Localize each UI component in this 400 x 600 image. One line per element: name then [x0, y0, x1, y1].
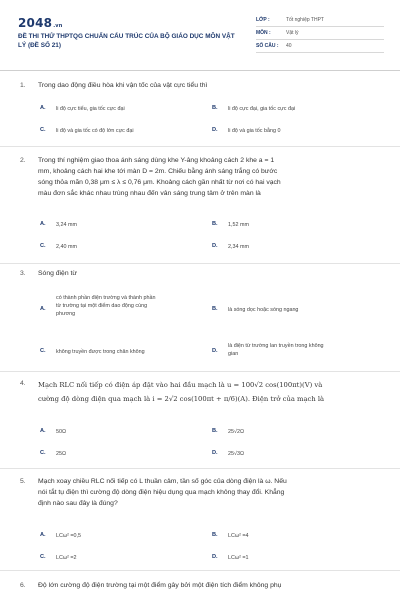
meta-value: Vật lý [286, 30, 299, 36]
option-a-text[interactable] [56, 294, 206, 318]
option-line: phương [56, 311, 76, 317]
question-number: 4. [20, 380, 26, 387]
meta-value: Tốt nghiệp THPT [286, 17, 324, 23]
meta-key: LỚP : [256, 17, 270, 23]
option-letter: B. [212, 306, 218, 312]
question-line: mm, khoảng cách hai khe tới màn D = 2m. Chiếu bằng ánh sáng trắng có bước [38, 168, 278, 175]
logo-sub: .vn [53, 23, 63, 29]
option-c-text[interactable]: không truyền được trong chân không [56, 349, 145, 355]
option-letter: C. [40, 450, 46, 456]
option-d-text[interactable]: 25√3Ω [228, 451, 244, 457]
option-letter: C. [40, 348, 46, 354]
option-b-text[interactable]: li độ cực đại, gia tốc cực đại [228, 106, 296, 112]
option-letter: D. [212, 127, 218, 133]
option-letter: A. [40, 221, 46, 227]
option-letter: B. [212, 105, 218, 111]
meta-row-class [256, 14, 384, 27]
question-text [38, 378, 384, 406]
question-line: màu đơn sắc khác nhau trùng nhau đến vân sáng trung tâm ở trên màn là [38, 190, 261, 197]
option-letter: C. [40, 127, 46, 133]
option-c-text[interactable]: 2,40 mm [56, 244, 77, 250]
meta-value: 40 [286, 43, 292, 49]
question-separator [0, 468, 400, 469]
option-letter: C. [40, 243, 46, 249]
option-line: có thành phần điện trường và thành phần [56, 295, 156, 301]
exam-meta [256, 14, 384, 53]
question-number: 1. [20, 82, 26, 89]
logo-main: 2048 [18, 16, 53, 30]
option-d-text[interactable] [228, 342, 378, 358]
question-text: Sóng điện từ [38, 270, 77, 277]
header-divider [0, 70, 400, 71]
option-letter: D. [212, 243, 218, 249]
question-line: Trong thí nghiệm giao thoa ánh sáng dùng khe Y-âng khoảng cách 2 khe a = 1 [38, 157, 275, 164]
option-a-text[interactable]: 50Ω [56, 429, 67, 435]
option-c-text[interactable]: 25Ω [56, 451, 67, 457]
option-d-text[interactable]: li độ và gia tốc bằng 0 [228, 128, 281, 134]
exam-header [18, 12, 384, 64]
question-line: định nào sau đây là đúng? [38, 500, 118, 507]
question-separator [0, 570, 400, 571]
option-c-text[interactable]: LCω² =2 [56, 555, 77, 561]
question-text [38, 476, 384, 509]
option-line: gian [228, 351, 239, 357]
option-a-text[interactable]: li độ cực tiểu, gia tốc cực đại [56, 106, 125, 112]
option-line: từ trường tại một điểm dao động cùng [56, 303, 148, 309]
option-letter: A. [40, 306, 46, 312]
question-line: nói tắt tụ điện thì cường độ dòng điện hiệu dụng qua mạch không thay đổi. Khẳng [38, 489, 285, 496]
option-letter: D. [212, 450, 218, 456]
meta-row-subject [256, 27, 384, 40]
question-text: Trong dao động điều hòa khi vận tốc của vật cực tiểu thì [38, 82, 208, 89]
question-6 [0, 580, 400, 600]
option-b-text[interactable]: 1,52 mm [228, 222, 249, 228]
option-letter: B. [212, 532, 218, 538]
option-letter: B. [212, 221, 218, 227]
option-b-text[interactable]: LCω² =4 [228, 533, 249, 539]
question-3 [0, 268, 400, 373]
option-b-text[interactable]: là sóng dọc hoặc sóng ngang [228, 307, 299, 313]
question-line: Mạch RLC nối tiếp có điện áp đặt vào hai đầu mạch là u = 100√2 cos(100πt)(V) và [38, 381, 323, 389]
question-separator [0, 263, 400, 264]
question-number: 2. [20, 157, 26, 164]
option-a-text[interactable]: LCω² =0,5 [56, 533, 82, 539]
option-c-text[interactable]: li độ và gia tốc có độ lớn cực đại [56, 128, 134, 134]
question-2 [0, 155, 400, 265]
option-letter: A. [40, 105, 46, 111]
question-separator [0, 371, 400, 372]
option-a-text[interactable]: 3,24 mm [56, 222, 77, 228]
question-separator [0, 146, 400, 147]
question-text: Độ lớn cường độ điện trường tại một điểm gây bởi một điện tích điểm không phụ [38, 582, 282, 589]
question-line: Mạch xoay chiều RLC nối tiếp có L thuần cảm, tần số góc của dòng điện là ω. Nếu [38, 478, 287, 485]
option-d-text[interactable]: LCω² =1 [228, 555, 249, 561]
meta-row-count [256, 40, 384, 53]
exam-title: ĐỀ THI THỬ THPTQG CHUẨN CẤU TRÚC CỦA BỘ GIÁO DỤC MÔN VẬT LÝ (ĐỀ SỐ 21) [18, 33, 235, 49]
option-letter: C. [40, 554, 46, 560]
option-d-text[interactable]: 2,34 mm [228, 244, 249, 250]
option-b-text[interactable]: 25√2Ω [228, 429, 244, 435]
question-number: 3. [20, 270, 26, 277]
meta-key: SỐ CÂU : [256, 43, 279, 49]
question-4 [0, 378, 400, 470]
question-1 [0, 80, 400, 148]
question-number: 6. [20, 582, 26, 589]
site-logo [18, 16, 63, 30]
option-letter: D. [212, 348, 218, 354]
question-line: cường độ dòng điện qua mạch là i = 2√2 cos(100πt + π/6)(A). Điện trở của mạch là [38, 395, 325, 403]
question-text [38, 155, 384, 199]
option-letter: A. [40, 532, 46, 538]
option-letter: B. [212, 428, 218, 434]
option-letter: D. [212, 554, 218, 560]
option-letter: A. [40, 428, 46, 434]
question-number: 5. [20, 478, 26, 485]
option-line: là điện từ trường lan truyền trong không [228, 343, 324, 349]
question-line: sóng thỏa mãn 0,38 μm ≤ λ ≤ 0,76 μm. Khoảng cách gần nhất từ nơi có hai vạch [38, 179, 281, 186]
meta-key: MÔN : [256, 30, 271, 36]
question-5 [0, 476, 400, 568]
